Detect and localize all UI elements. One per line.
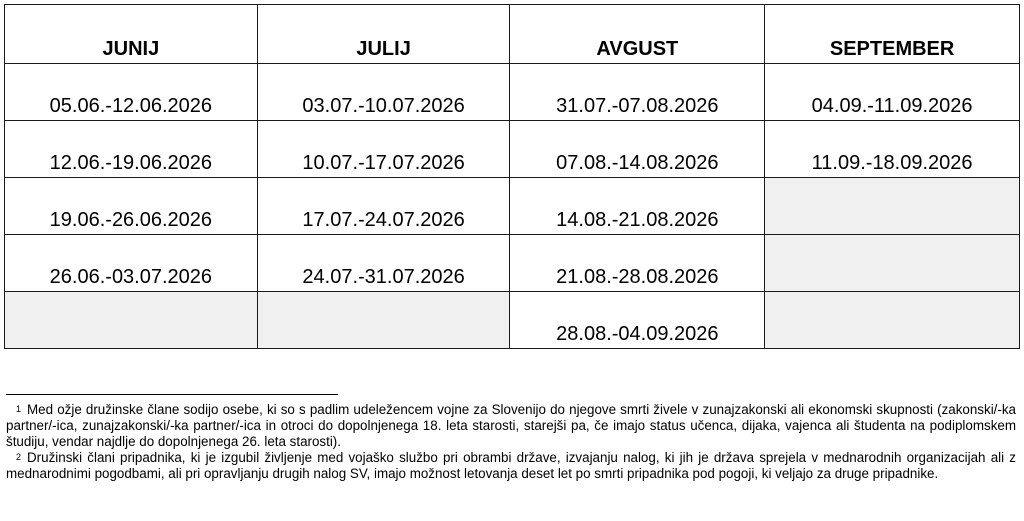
footnote-1 xyxy=(6,402,1016,450)
empty-cell xyxy=(765,235,1020,292)
footnote-mark: 2 xyxy=(16,452,22,462)
empty-cell xyxy=(765,292,1020,349)
table-row xyxy=(5,235,1020,292)
table-cell: 31.07.-07.08.2026 xyxy=(510,64,765,121)
table-cell: 28.08.-04.09.2026 xyxy=(510,292,765,349)
footnote-mark: 1 xyxy=(16,404,22,414)
footnotes xyxy=(6,402,1016,482)
table-cell: 05.06.-12.06.2026 xyxy=(5,64,258,121)
schedule-table xyxy=(4,4,1020,349)
table-cell: 12.06.-19.06.2026 xyxy=(5,121,258,178)
table-cell: 07.08.-14.08.2026 xyxy=(510,121,765,178)
table-row xyxy=(5,121,1020,178)
footnote-2 xyxy=(6,450,1016,482)
footnote-text: Med ožje družinske člane sodijo osebe, ki so s padlim udeležencem vojne za Slovenijo do njegove smrti živele v zunajzakonski ali ekonomski skupnosti (zakonski/-ka partner/-ica, zunajzakonski/-ka partner/-ica in otroci do dopolnjenega 18. leta starosti, starejši pa, če imajo status učenca, dijaka, vajenca ali študenta na podiplomskem študiju, vendar najdlje do dopolnjenega 26. leta starosti). xyxy=(6,402,1016,449)
empty-cell xyxy=(5,292,258,349)
table-cell: 03.07.-10.07.2026 xyxy=(257,64,510,121)
table-cell: 24.07.-31.07.2026 xyxy=(257,235,510,292)
header-avgust: AVGUST xyxy=(510,5,765,64)
table-row xyxy=(5,178,1020,235)
table-row xyxy=(5,64,1020,121)
table-cell: 14.08.-21.08.2026 xyxy=(510,178,765,235)
header-julij: JULIJ xyxy=(257,5,510,64)
header-september: SEPTEMBER xyxy=(765,5,1020,64)
header-junij: JUNIJ xyxy=(5,5,258,64)
footnote-separator xyxy=(6,394,338,395)
empty-cell xyxy=(765,178,1020,235)
table-cell: 10.07.-17.07.2026 xyxy=(257,121,510,178)
footnote-text: Družinski člani pripadnika, ki je izgubil življenje med vojaško službo pri obrambi države, izvajanju nalog, ki jih je država sprejela v mednarodnih organizacijah ali z mednarodnimi pogodbami, ali pri opravljanju drugih nalog SV, imajo možnost letovanja deset let po smrti pripadnika pod pogoji, ki veljajo za druge pripadnike. xyxy=(6,450,1016,481)
table-cell: 19.06.-26.06.2026 xyxy=(5,178,258,235)
header-row xyxy=(5,5,1020,64)
table-cell: 26.06.-03.07.2026 xyxy=(5,235,258,292)
table-cell: 11.09.-18.09.2026 xyxy=(765,121,1020,178)
table-cell: 04.09.-11.09.2026 xyxy=(765,64,1020,121)
empty-cell xyxy=(257,292,510,349)
table-cell: 17.07.-24.07.2026 xyxy=(257,178,510,235)
table-row xyxy=(5,292,1020,349)
table-cell: 21.08.-28.08.2026 xyxy=(510,235,765,292)
